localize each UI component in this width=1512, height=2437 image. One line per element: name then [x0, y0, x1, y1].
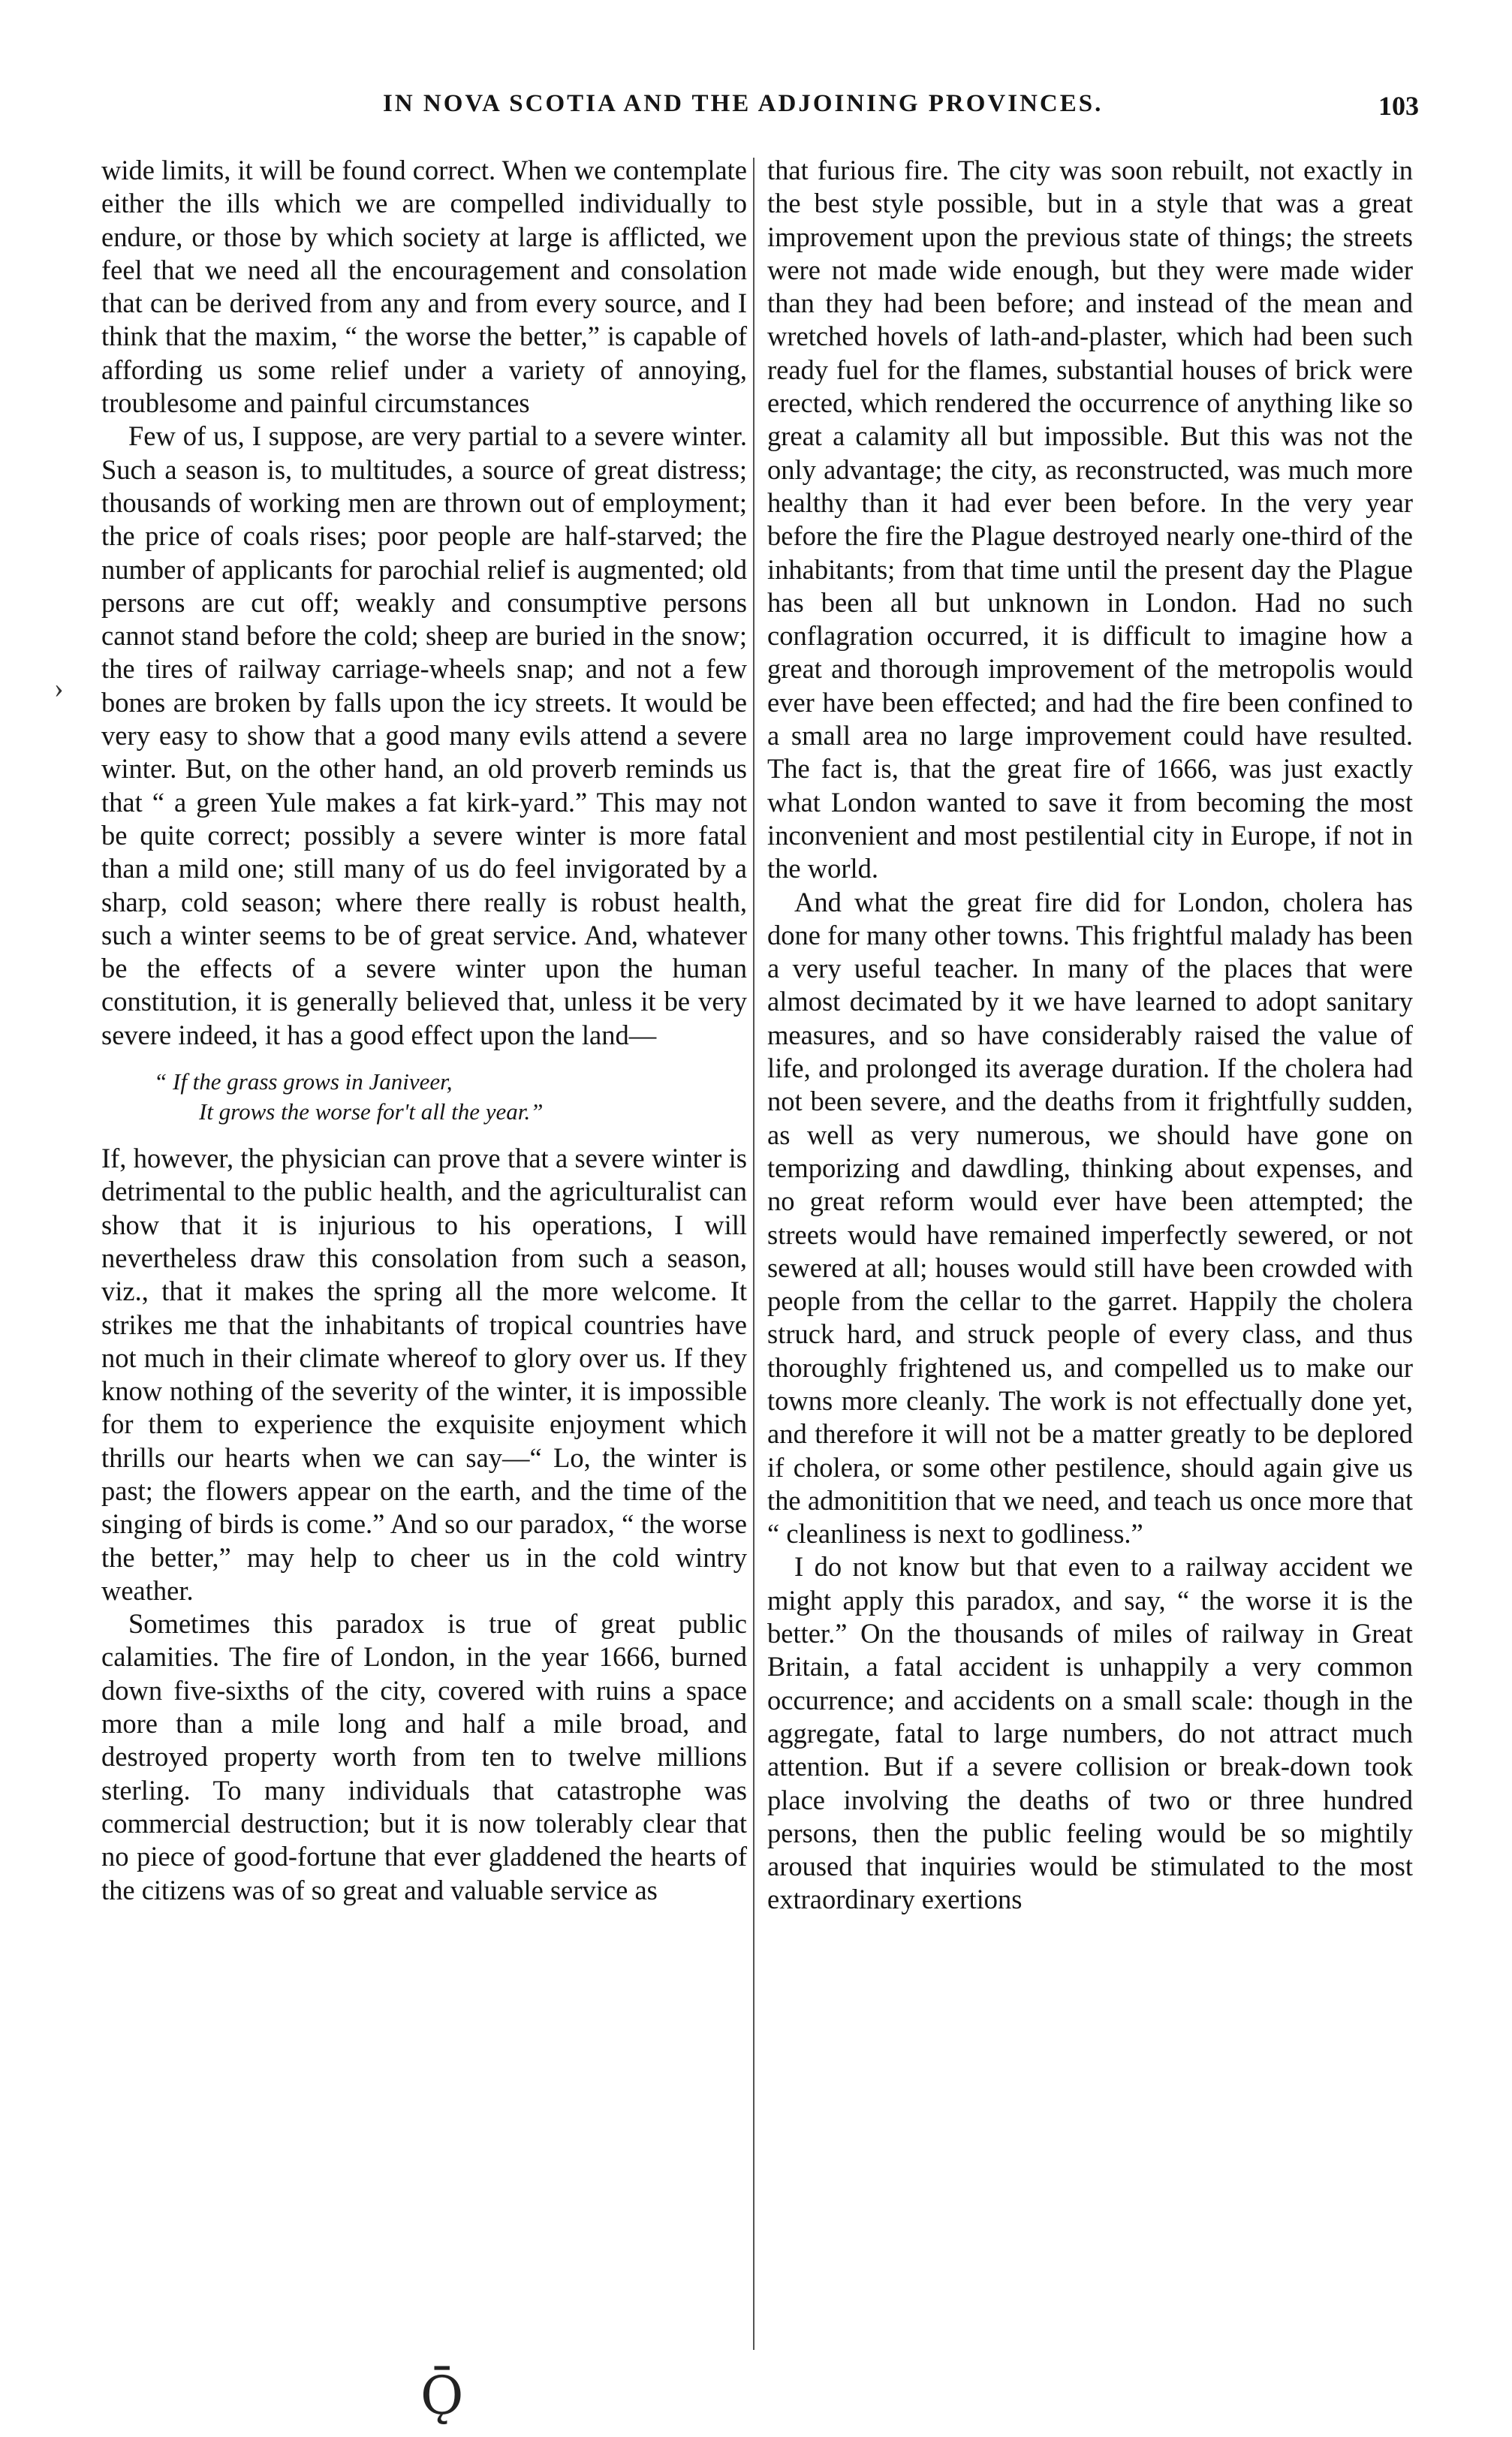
column-divider: [753, 158, 754, 2350]
running-title: IN NOVA SCOTIA AND THE ADJOINING PROVINCES.: [383, 90, 1104, 117]
page-header: [98, 90, 1419, 135]
paragraph: I do not know but that even to a railway accident we might apply this paradox, and say, “ the worse it is the better.” On the thousands of miles of railway in Great Britain, a fatal accident is unhappily a very common occurrence; and accidents on a small scale: though in the aggregate, fatal to large numbers, do not attract much attention. But if a severe collision or break-down took place involving the deaths of two or three hundred persons, then the public feeling would be so mightily aroused that inquiries would be stimulated to the most extraordinary exertions: [767, 1551, 1413, 1915]
verse-line: It grows the worse for't all the year.”: [199, 1098, 544, 1125]
margin-mark: ›: [54, 673, 64, 704]
right-column: [767, 154, 1413, 1917]
page-number: 103: [1378, 91, 1419, 121]
paragraph: wide limits, it will be found correct. When we contemplate either the ills which we are compelled individually to endure, or those by which society at large is afflicted, we feel that we need all the encouragement and consolation that can be derived from any and from every source, and I think that the maxim, “ the worse the better,” is capable of affording us some relief under a variety of annoying, troublesome and painful circumstances: [101, 155, 747, 419]
signature-mark: Ǭ: [420, 2365, 464, 2426]
left-column: [101, 154, 747, 1907]
paragraph: that furious fire. The city was soon rebuilt, not exactly in the best style possible, but in a style that was a great improvement upon the previous state of things; the streets were not made wide enough, but they were made wider than they had been before; and instead of the mean and wretched hovels of lath-and-plaster, which had been such ready fuel for the flames, substantial houses of brick were erected, which rendered the occurrence of anything like so great a calamity all but impossible. But this was not the only advantage; the city, as reconstructed, was much more healthy than it had ever been before. In the very year before the fire the Plague destroyed nearly one-third of the inhabitants; from that time until the present day the Plague has been all but unknown in London. Had no such conflagration occurred, it is difficult to imagine how a great and thorough improvement of the metropolis would ever have been effected; and had the fire been confined to a small area no large improvement could have resulted. The fact is, that the great fire of 1666, was just exactly what London wanted to save it from becoming the most inconvenient and most pestilential city in Europe, if not in the world.: [767, 155, 1413, 884]
verse-line: “ If the grass grows in Janiveer,: [154, 1068, 453, 1095]
paragraph: Few of us, I suppose, are very partial to a severe winter. Such a season is, to multitudes, a source of great distress; thousands of working men are thrown out of employment; the price of coals rises; poor people are half-starved; the number of applicants for parochial relief is augmented; old persons are cut off; weakly and consumptive persons cannot stand before the cold; sheep are buried in the snow; the tires of railway carriage-wheels snap; and not a few bones are broken by falls upon the icy streets. It would be very easy to show that a good many evils attend a severe winter. But, on the other hand, an old proverb reminds us that “ a green Yule makes a fat kirk-yard.” This may not be quite correct; possibly a severe winter is more fatal than a mild one; still many of us do feel invigorated by a sharp, cold season; where there really is robust health, such a winter seems to be of great service. And, whatever be the effects of a severe winter upon the human constitution, it is generally believed that, unless it be very severe indeed, it has a good effect upon the land—: [101, 420, 747, 1050]
quoted-verse: [101, 1067, 747, 1127]
paragraph: If, however, the physician can prove that a severe winter is detrimental to the public health, and the agriculturalist can show that it is injurious to his operations, I will nevertheless draw this consolation from such a season, viz., that it makes the spring all the more welcome. It strikes me that the inhabitants of tropical countries have not much in their climate whereof to glory over us. If they know nothing of the severity of the winter, it is impossible for them to experience the exquisite enjoyment which thrills our hearts when we can say—“ Lo, the winter is past; the flowers appear on the earth, and the time of the singing of birds is come.” And so our paradox, “ the worse the better,” may help to cheer us in the cold wintry weather.: [101, 1143, 747, 1606]
paragraph: And what the great fire did for London, cholera has done for many other towns. This frightful malady has been a very useful teacher. In many of the places that were almost decimated by it we have learned to adopt sanitary measures, and so have considerably raised the value of life, and prolonged its average duration. If the cholera had not been severe, and the deaths from it frightfully sudden, as well as very numerous, we should have gone on temporizing and dawdling, thinking about expenses, and no great reform would ever have been attempted; the streets would have remained imperfectly sewered, or not sewered at all; houses would still have been crowded with people from the cellar to the garret. Happily the cholera struck hard, and struck people of every class, and thus thoroughly frightened us, and compelled us to make our towns more cleanly. The work is not effectually done yet, and therefore it will not be a matter greatly to be deplored if cholera, or some other pestilence, should again give us the admonitition that we need, and teach us once more that “ cleanliness is next to godliness.”: [767, 886, 1413, 1550]
paragraph: Sometimes this paradox is true of great public calamities. The fire of London, in the year 1666, burned down five-sixths of the city, covered with ruins a space more than a mile long and half a mile broad, and destroyed property worth from ten to twelve millions sterling. To many individuals that catastrophe was commercial destruction; but it is now tolerably clear that no piece of good-fortune that ever gladdened the hearts of the citizens was of so great and valuable service as: [101, 1608, 747, 1905]
